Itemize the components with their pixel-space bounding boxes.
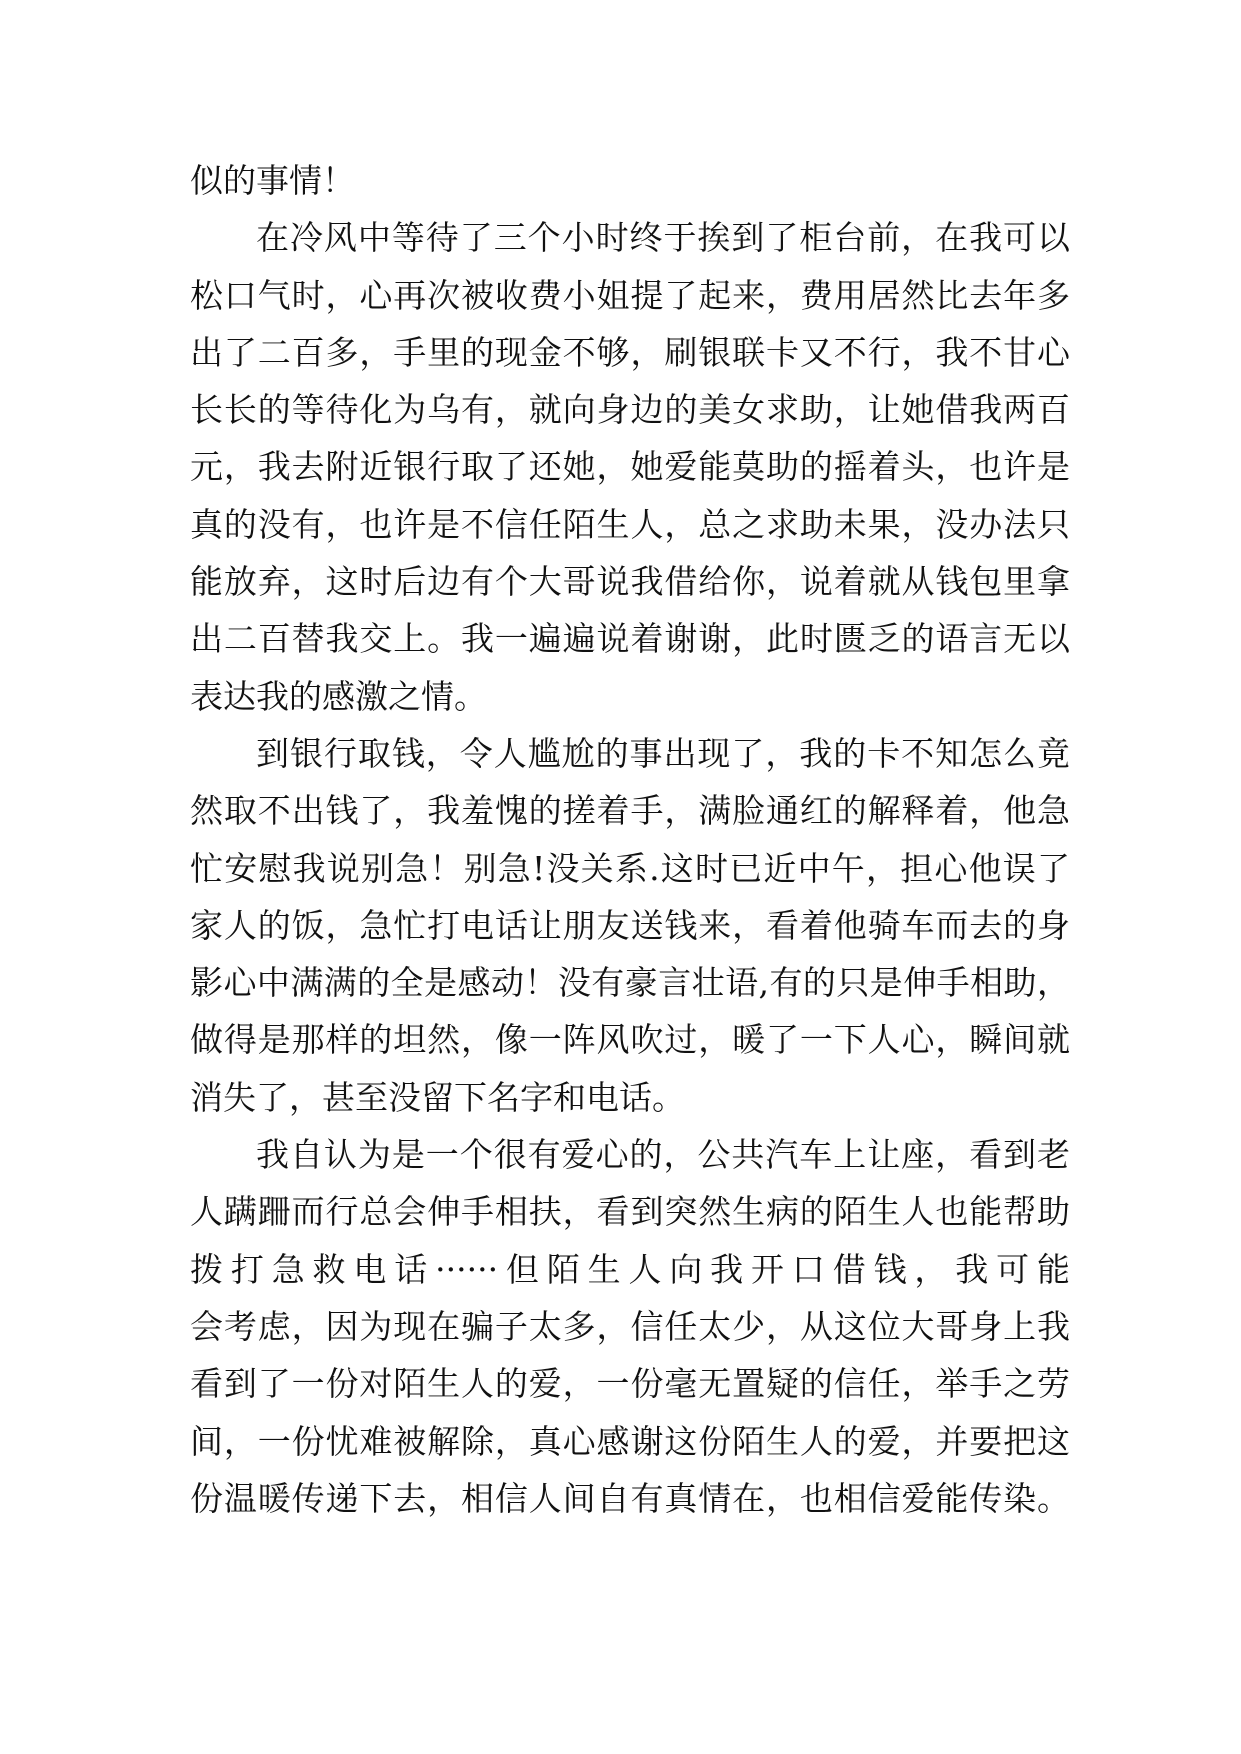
paragraph-first-line: 我自认为是一个很有爱心的，公共汽车上让座，看到老 [256, 1135, 1070, 1175]
text-line: 忙安慰我说别急！别急!没关系.这时已近中午，担心他误了 [190, 848, 1070, 888]
text-line: 长长的等待化为乌有，就向身边的美女求助，让她借我两百 [190, 390, 1070, 430]
text-line: 会考虑，因为现在骗子太多，信任太少，从这位大哥身上我 [190, 1306, 1070, 1346]
text-line: 间，一份忧难被解除，真心感谢这份陌生人的爱，并要把这 [190, 1421, 1070, 1461]
text-line: 能放弃，这时后边有个大哥说我借给你，说着就从钱包里拿 [190, 562, 1070, 602]
text-line: 看到了一份对陌生人的爱，一份毫无置疑的信任，举手之劳 [190, 1364, 1070, 1404]
text-line: 影心中满满的全是感动！没有豪言壮语,有的只是伸手相助， [190, 963, 1070, 1003]
text-line: 份温暖传递下去，相信人间自有真情在，也相信爱能传染。 [190, 1478, 1070, 1518]
text-line: 出二百替我交上。我一遍遍说着谢谢，此时匮乏的语言无以 [190, 619, 1070, 659]
text-line: 元，我去附近银行取了还她，她爱能莫助的摇着头，也许是 [190, 447, 1070, 487]
text-line: 人蹒跚而行总会伸手相扶，看到突然生病的陌生人也能帮助 [190, 1192, 1070, 1232]
text-line: 松口气时，心再次被收费小姐提了起来，费用居然比去年多 [190, 275, 1070, 315]
text-line: 出了二百多，手里的现金不够，刷银联卡又不行，我不甘心 [190, 332, 1070, 372]
text-line: 拨打急救电话······但陌生人向我开口借钱，我可能 [190, 1249, 1070, 1289]
text-line: 似的事情！ [190, 161, 355, 200]
text-line: 做得是那样的坦然，像一阵风吹过，暖了一下人心，瞬间就 [190, 1020, 1070, 1060]
paragraph-first-line: 在冷风中等待了三个小时终于挨到了柜台前，在我可以 [256, 218, 1070, 258]
document-body [190, 152, 1070, 1527]
text-line: 然取不出钱了，我羞愧的搓着手，满脸通红的解释着，他急 [190, 791, 1070, 831]
paragraph-first-line: 到银行取钱，令人尴尬的事出现了，我的卡不知怎么竟 [256, 733, 1070, 773]
text-line: 消失了，甚至没留下名字和电话。 [190, 1077, 685, 1117]
text-line: 真的没有，也许是不信任陌生人，总之求助未果，没办法只 [190, 504, 1070, 544]
text-line: 表达我的感激之情。 [190, 676, 487, 716]
text-line: 家人的饭，急忙打电话让朋友送钱来，看着他骑车而去的身 [190, 905, 1070, 945]
